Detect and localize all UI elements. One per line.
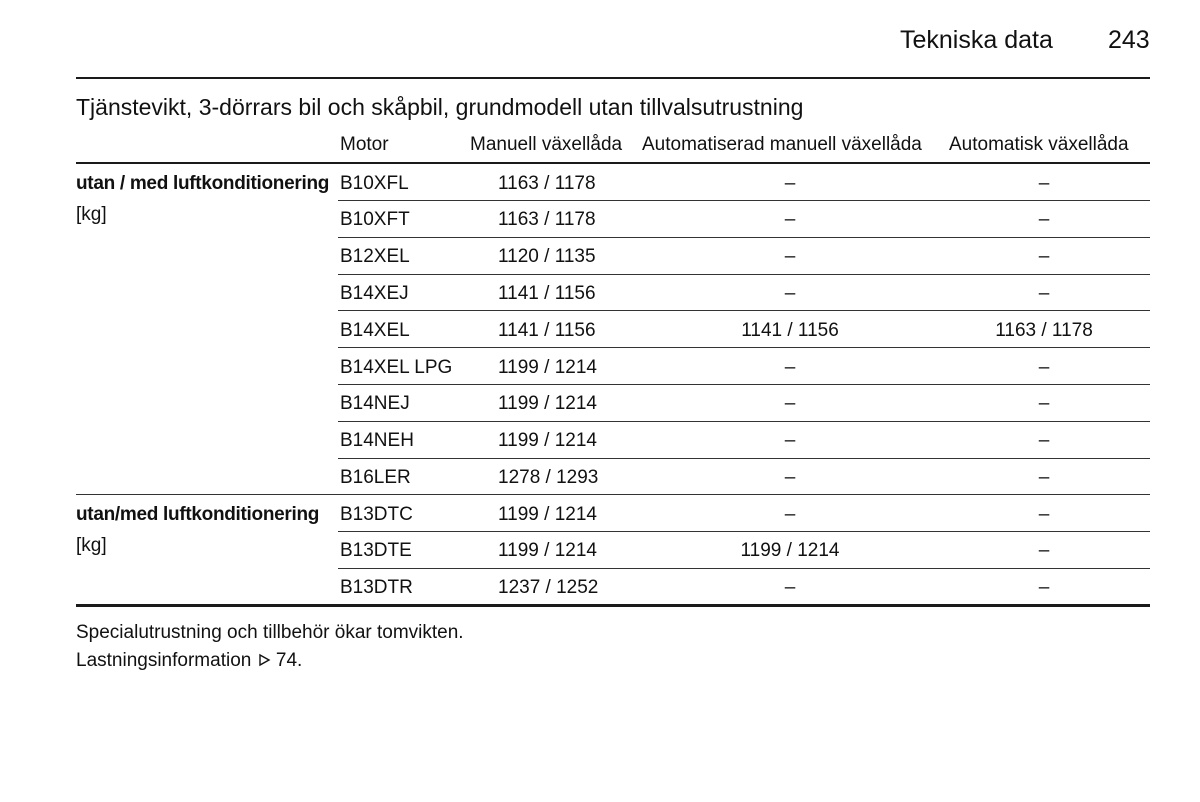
cell-motor: B14NEH — [340, 430, 414, 451]
cell-manual: 1199 / 1214 — [498, 393, 597, 414]
cell-motor: B10XFL — [340, 173, 409, 194]
cell-automatic: – — [1038, 467, 1050, 488]
cell-motor: B12XEL — [340, 246, 410, 267]
row-separator — [338, 421, 1150, 422]
group-separator — [76, 494, 1150, 495]
cell-automatic: – — [1038, 173, 1050, 194]
cell-automated-manual: – — [784, 357, 796, 378]
group-unit-petrol: [kg] — [76, 204, 107, 225]
note-extra-equipment: Specialutrustning och tillbehör ökar tomvikten. — [76, 622, 464, 643]
cell-automated-manual: – — [784, 393, 796, 414]
cell-automated-manual: – — [784, 467, 796, 488]
cell-motor: B14XEL — [340, 320, 410, 341]
note-loading-info — [76, 650, 302, 672]
cell-automated-manual: – — [784, 577, 796, 598]
group-unit-diesel: [kg] — [76, 535, 107, 556]
cell-manual: 1141 / 1156 — [498, 320, 596, 341]
cell-automatic: – — [1038, 577, 1050, 598]
group-label-petrol: utan / med luftkonditionering — [76, 173, 330, 194]
cell-automated-manual: – — [784, 283, 796, 304]
cell-automatic: – — [1038, 504, 1050, 525]
cell-motor: B13DTC — [340, 504, 413, 525]
cell-automated-manual: – — [784, 504, 796, 525]
column-header-manual-gearbox: Manuell växellåda — [470, 134, 623, 155]
cell-automated-manual: – — [784, 246, 796, 267]
cell-motor: B10XFT — [340, 209, 410, 230]
cell-automatic: – — [1038, 209, 1050, 230]
cell-manual: 1199 / 1214 — [498, 540, 597, 561]
cell-automated-manual: – — [784, 173, 796, 194]
column-header-automatic-gearbox: Automatisk växellåda — [949, 134, 1129, 155]
cell-manual: 1199 / 1214 — [498, 430, 597, 451]
row-separator — [338, 568, 1150, 569]
cell-automated-manual: 1141 / 1156 — [741, 320, 839, 341]
cell-manual: 1237 / 1252 — [498, 577, 599, 598]
cell-automatic: – — [1038, 393, 1050, 414]
row-separator — [338, 458, 1150, 459]
row-separator — [338, 310, 1150, 311]
cell-manual: 1141 / 1156 — [498, 283, 596, 304]
cell-motor: B14NEJ — [340, 393, 410, 414]
header-rule — [76, 77, 1150, 79]
page-reference-icon — [257, 651, 271, 665]
cell-motor: B13DTR — [340, 577, 413, 598]
cell-automatic: – — [1038, 540, 1050, 561]
cell-manual: 1278 / 1293 — [498, 467, 599, 488]
cell-automated-manual: – — [784, 430, 796, 451]
cell-automated-manual: 1199 / 1214 — [740, 540, 840, 561]
cell-automatic: – — [1038, 283, 1050, 304]
cell-automated-manual: – — [784, 209, 796, 230]
cell-automatic: 1163 / 1178 — [995, 320, 1093, 341]
page-header-title: Tekniska data — [900, 26, 1053, 54]
row-separator — [338, 347, 1150, 348]
page-number: 243 — [1108, 26, 1150, 54]
group-label-diesel: utan/med luftkonditionering — [76, 504, 320, 525]
column-header-motor: Motor — [340, 134, 389, 155]
row-separator — [338, 200, 1150, 201]
cell-motor: B16LER — [340, 467, 411, 488]
cell-manual: 1163 / 1178 — [498, 209, 596, 230]
row-separator — [338, 384, 1150, 385]
note-loading-info-page[interactable]: 74. — [275, 650, 303, 671]
column-header-automated-manual-gearbox: Automatiserad manuell växellåda — [642, 134, 922, 155]
cell-automatic: – — [1038, 246, 1050, 267]
cell-manual: 1120 / 1135 — [498, 246, 596, 267]
row-separator — [338, 237, 1150, 238]
table-header-rule — [76, 162, 1150, 164]
note-loading-info-text: Lastningsinformation — [76, 650, 252, 671]
section-title: Tjänstevikt, 3-dörrars bil och skåpbil, grundmodell utan tillvalsutrustning — [76, 94, 804, 120]
cell-motor: B13DTE — [340, 540, 412, 561]
row-separator — [338, 531, 1150, 532]
cell-automatic: – — [1038, 357, 1050, 378]
table-bottom-rule — [76, 604, 1150, 607]
cell-manual: 1163 / 1178 — [498, 173, 596, 194]
cell-motor: B14XEL LPG — [340, 357, 453, 378]
cell-motor: B14XEJ — [340, 283, 409, 304]
cell-automatic: – — [1038, 430, 1050, 451]
cell-manual: 1199 / 1214 — [498, 504, 597, 525]
row-separator — [338, 274, 1150, 275]
cell-manual: 1199 / 1214 — [498, 357, 597, 378]
